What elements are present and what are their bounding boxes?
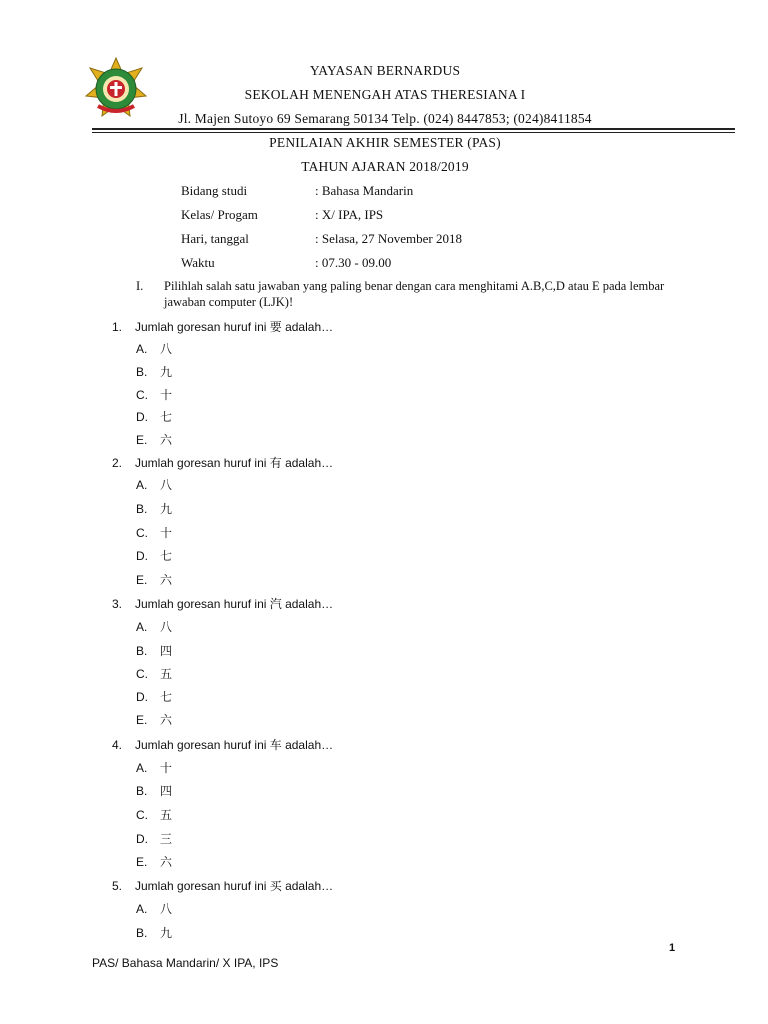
question-text: Jumlah goresan huruf ini 买 adalah…	[135, 879, 334, 893]
option	[136, 924, 172, 941]
question-number: 3.	[112, 597, 123, 611]
option-value: 六	[160, 713, 173, 727]
header-rule-thin	[92, 132, 735, 133]
option	[136, 665, 172, 682]
option	[136, 408, 172, 425]
option	[136, 547, 172, 564]
option	[136, 431, 172, 448]
option-value: 六	[160, 573, 173, 587]
option-value: 九	[160, 926, 173, 940]
exam-title: PENILAIAN AKHIR SEMESTER (PAS)	[269, 135, 501, 150]
option-letter: D.	[136, 832, 148, 846]
info-label: Waktu	[181, 255, 215, 270]
option-value: 五	[160, 808, 173, 822]
info-value: : X/ IPA, IPS	[315, 207, 384, 222]
school-logo-icon	[84, 56, 148, 120]
option-letter: B.	[136, 784, 148, 798]
option	[136, 806, 172, 823]
option-letter: E.	[136, 573, 148, 587]
foundation-name: YAYASAN BERNARDUS	[309, 63, 461, 78]
question-number: 4.	[112, 738, 123, 752]
option	[136, 853, 172, 870]
option	[136, 830, 172, 847]
page-footer: PAS/ Bahasa Mandarin/ X IPA, IPS	[92, 956, 279, 970]
question-text: Jumlah goresan huruf ini 要 adalah…	[135, 320, 334, 334]
option	[136, 759, 172, 776]
question	[112, 595, 333, 612]
option-value: 五	[160, 667, 173, 681]
option-letter: E.	[136, 713, 148, 727]
option-value: 九	[160, 502, 173, 516]
option-letter: D.	[136, 690, 148, 704]
option-letter: C.	[136, 808, 148, 822]
question	[112, 877, 333, 894]
option-value: 九	[160, 365, 173, 379]
question	[112, 736, 333, 753]
option-value: 六	[160, 855, 173, 869]
option-letter: A.	[136, 342, 148, 356]
option	[136, 500, 172, 517]
info-value: : Selasa, 27 November 2018	[315, 231, 462, 246]
page-number: 1	[669, 942, 676, 954]
option-letter: E.	[136, 855, 148, 869]
option-letter: A.	[136, 902, 148, 916]
option-letter: D.	[136, 549, 148, 563]
academic-year: TAHUN AJARAN 2018/2019	[301, 159, 469, 174]
option-value: 四	[160, 784, 173, 798]
option	[136, 642, 172, 659]
info-label: Hari, tanggal	[181, 231, 249, 246]
option-letter: B.	[136, 644, 148, 658]
option-value: 八	[160, 902, 173, 916]
option-value: 八	[160, 478, 173, 492]
option-letter: B.	[136, 926, 148, 940]
option-value: 七	[160, 410, 173, 424]
option	[136, 900, 172, 917]
option-value: 六	[160, 433, 173, 447]
option-letter: B.	[136, 365, 148, 379]
option-letter: D.	[136, 410, 148, 424]
option	[136, 618, 172, 635]
option-letter: C.	[136, 526, 148, 540]
option-value: 三	[160, 832, 173, 846]
question-text: Jumlah goresan huruf ini 有 adalah…	[135, 456, 334, 470]
question-number: 1.	[112, 320, 123, 334]
info-label: Kelas/ Progam	[181, 207, 258, 222]
option-value: 十	[160, 761, 173, 775]
question	[112, 318, 333, 335]
option-value: 十	[160, 526, 173, 540]
option-value: 十	[160, 388, 173, 402]
school-address: Jl. Majen Sutoyo 69 Semarang 50134 Telp. (024) 8447853; (024)8411854	[178, 111, 592, 126]
option-value: 八	[160, 342, 173, 356]
instruction-number: I.	[136, 279, 144, 293]
question-number: 2.	[112, 456, 123, 470]
question-number: 5.	[112, 879, 123, 893]
school-name: SEKOLAH MENENGAH ATAS THERESIANA I	[244, 87, 526, 102]
info-label: Bidang studi	[181, 183, 248, 198]
option	[136, 571, 172, 588]
option-letter: E.	[136, 433, 148, 447]
option	[136, 386, 172, 403]
option-letter: C.	[136, 388, 148, 402]
option	[136, 363, 172, 380]
option-letter: A.	[136, 478, 148, 492]
info-value: : Bahasa Mandarin	[315, 183, 414, 198]
option	[136, 340, 172, 357]
option	[136, 711, 172, 728]
question-text: Jumlah goresan huruf ini 汽 adalah…	[135, 597, 334, 611]
option-letter: B.	[136, 502, 148, 516]
instruction-text: Pilihlah salah satu jawaban yang paling benar dengan cara menghitami A.B,C,D atau E pada lembar jawaban computer (LJK)!	[164, 279, 665, 309]
question	[112, 454, 333, 471]
option-letter: A.	[136, 620, 148, 634]
option	[136, 782, 172, 799]
option-value: 四	[160, 644, 173, 658]
option-value: 八	[160, 620, 173, 634]
option-value: 七	[160, 549, 173, 563]
option-value: 七	[160, 690, 173, 704]
info-value: : 07.30 - 09.00	[315, 255, 392, 270]
question-text: Jumlah goresan huruf ini 车 adalah…	[135, 738, 334, 752]
option-letter: C.	[136, 667, 148, 681]
option	[136, 688, 172, 705]
option	[136, 524, 172, 541]
option-letter: A.	[136, 761, 148, 775]
option	[136, 476, 172, 493]
header-rule-thick	[92, 128, 735, 130]
